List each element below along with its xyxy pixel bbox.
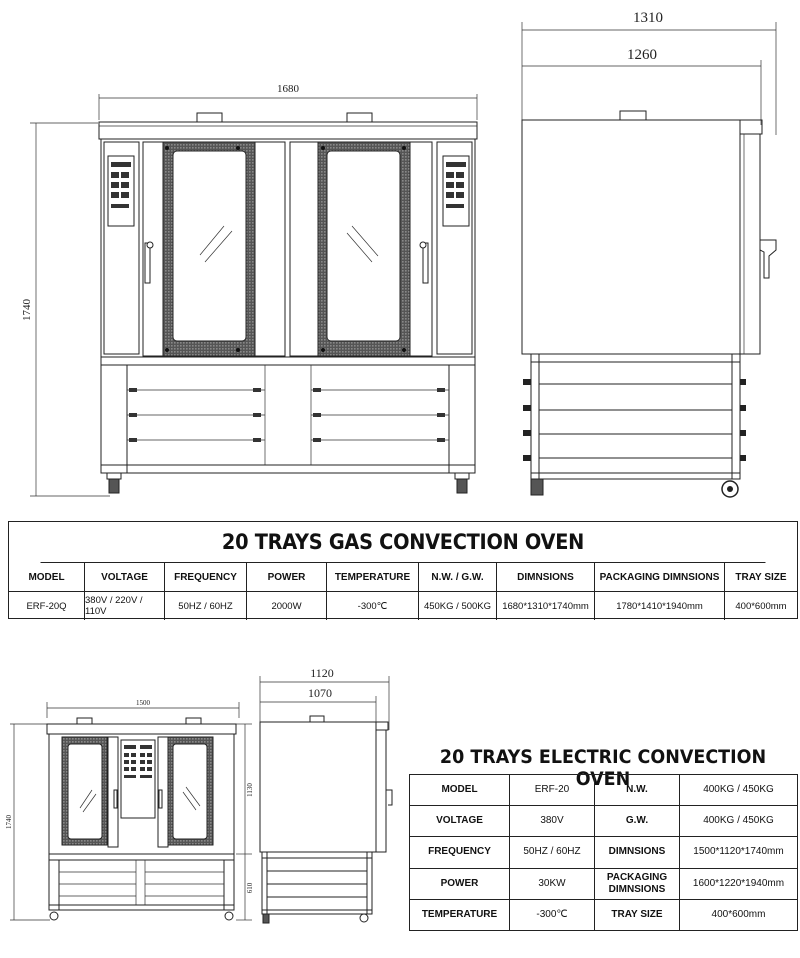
- electric-depth-outer-dim: 1120: [310, 666, 334, 680]
- gas-header-row: [9, 563, 797, 592]
- electric-label: N.W.: [595, 775, 680, 805]
- gas-header-cell: DIMNSIONS: [497, 563, 595, 591]
- electric-lower-dim: 610: [246, 882, 254, 894]
- gas-value-row: [9, 592, 797, 620]
- gas-header-cell: N.W. / G.W.: [419, 563, 497, 591]
- gas-value-cell: 380V / 220V / 110V: [85, 592, 165, 620]
- gas-spec-table: [8, 521, 798, 619]
- electric-value: 30KW: [510, 869, 595, 899]
- electric-label: POWER: [410, 869, 510, 899]
- electric-value: 400*600mm: [711, 909, 766, 921]
- electric-value: 380V: [510, 806, 595, 836]
- electric-value: 50HZ / 60HZ: [510, 837, 595, 867]
- electric-table-title: 20 TRAYS ELECTRIC CONVECTION OVEN: [439, 746, 767, 790]
- electric-value: 1600*1220*1940mm: [692, 877, 785, 889]
- electric-row: [410, 869, 797, 900]
- gas-header-cell: POWER: [247, 563, 327, 591]
- gas-front-view: [21, 83, 477, 496]
- gas-depth-outer-dim: 1310: [633, 10, 663, 26]
- gas-value-cell: 400*600mm: [735, 600, 787, 612]
- gas-depth-inner-dim: 1260: [627, 47, 657, 63]
- electric-value: 400KG / 450KG: [703, 815, 774, 827]
- electric-value: -300℃: [510, 900, 595, 931]
- gas-value-cell: ERF-20Q: [9, 592, 85, 620]
- gas-value-cell: 450KG / 500KG: [419, 592, 497, 620]
- electric-label: TRAY SIZE: [595, 900, 680, 931]
- electric-row: [410, 806, 797, 837]
- electric-side-view: [260, 666, 392, 923]
- electric-row: [410, 837, 797, 868]
- electric-label: DIMNSIONS: [595, 837, 680, 867]
- electric-label: MODEL: [410, 775, 510, 805]
- electric-value: ERF-20: [510, 775, 595, 805]
- electric-row: [410, 775, 797, 806]
- electric-spec-table: [409, 774, 798, 931]
- electric-label: PACKAGING DIMNSIONS: [595, 869, 680, 899]
- electric-depth-inner-dim: 1070: [308, 686, 332, 700]
- electric-height-dim: 1740: [5, 815, 13, 829]
- gas-header-cell: FREQUENCY: [165, 563, 247, 591]
- gas-header-cell: MODEL: [9, 563, 85, 591]
- gas-value-cell: -300℃: [327, 592, 419, 620]
- gas-value-cell: 1680*1310*1740mm: [497, 592, 595, 620]
- electric-label: TEMPERATURE: [410, 900, 510, 931]
- gas-header-cell: PACKAGING DIMNSIONS: [595, 563, 725, 591]
- electric-upper-dim: 1130: [246, 783, 254, 797]
- gas-value-cell: 50HZ / 60HZ: [165, 592, 247, 620]
- electric-row: [410, 900, 797, 931]
- gas-side-view: [522, 10, 776, 497]
- gas-header-cell: TRAY SIZE: [735, 571, 787, 583]
- electric-value: 400KG / 450KG: [703, 784, 774, 796]
- electric-width-dim: 1500: [136, 699, 150, 707]
- gas-header-cell: VOLTAGE: [85, 563, 165, 591]
- electric-label: G.W.: [595, 806, 680, 836]
- gas-value-cell: 2000W: [247, 592, 327, 620]
- gas-height-dim: 1740: [21, 299, 33, 321]
- electric-front-view: [5, 699, 254, 920]
- gas-value-cell: 1780*1410*1940mm: [595, 592, 725, 620]
- electric-label: FREQUENCY: [410, 837, 510, 867]
- gas-header-cell: TEMPERATURE: [327, 563, 419, 591]
- electric-value: 1500*1120*1740mm: [693, 846, 784, 858]
- gas-table-title: 20 TRAYS GAS CONVECTION OVEN: [41, 522, 766, 563]
- gas-width-dim: 1680: [277, 83, 299, 95]
- electric-label: VOLTAGE: [410, 806, 510, 836]
